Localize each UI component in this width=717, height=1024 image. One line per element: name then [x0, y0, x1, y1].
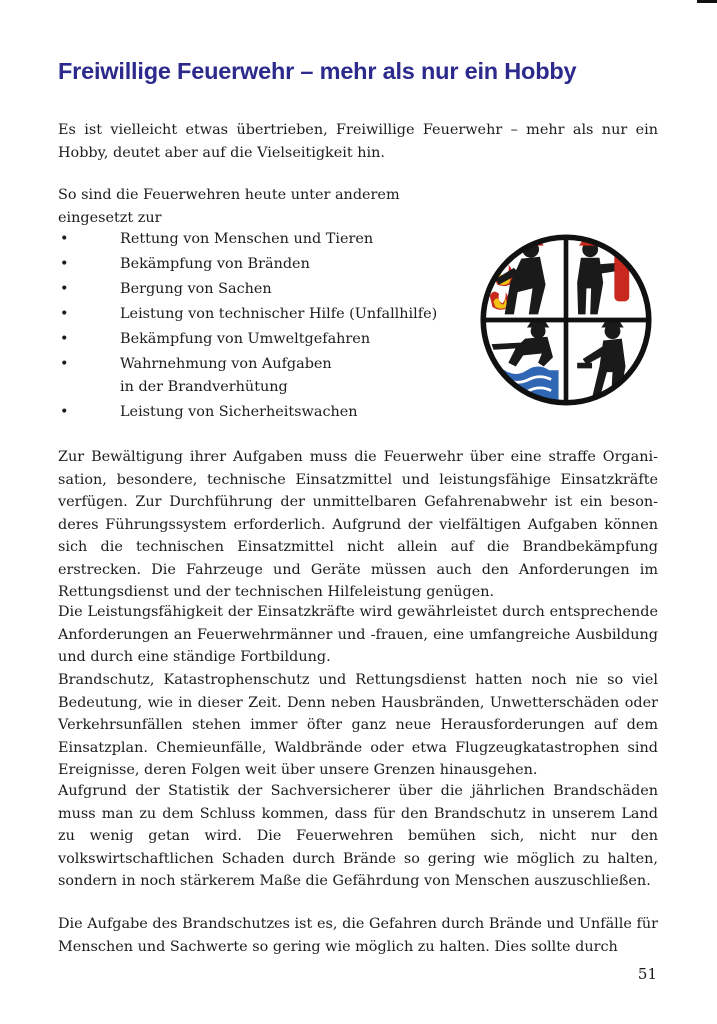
bullet-icon: • [60, 306, 69, 322]
list-item-text: Leistung von technischer Hilfe (Unfallhilfe) [120, 306, 438, 322]
body-paragraph: Die Leistungsfähigkeit der Einsatzkräfte wird gewährleistet durch entsprechende Anforderungen an Feuerwehrmänner und -frauen, eine umfangreiche Ausbildung und durch eine ständige Fortbildung. [58, 604, 658, 665]
intro-paragraph: Es ist vielleicht etwas übertrieben, Freiwillige Feuerwehr – mehr als nur ein Hobby, deutet aber auf die Vielseitigkeit hin. [58, 122, 658, 161]
fire-brigade-tasks-emblem [473, 227, 659, 413]
list-item [58, 278, 437, 301]
bullet-icon: • [60, 256, 69, 272]
list-item-text: Leistung von Sicherheitswachen [120, 403, 358, 420]
body-paragraph: Zur Bewältigung ihrer Aufgaben muss die Feuerwehr über eine straffe Organisation, besondere, technische Einsatzmittel und leistungsfähige Einsatzkräfte verfügen. Zur Durchführung der unmittelbaren Gefahrenabwehr ist ein besonderes Führungssystem erforderlich. Aufgrund der vielfältigen Aufgaben können sich die technischen Einsatzmittel nicht allein auf die Brandbekämpfung erstrecken. Die Fahrzeuge und Geräte müssen auch den Anforderungen im Rettungsdienst und der technischen Hilfeleistung genügen. [58, 449, 658, 600]
bullet-icon: • [60, 331, 69, 347]
list-item [58, 253, 437, 276]
list-item-text-continued: in der Brandverhütung [120, 378, 288, 395]
page-number: 51 [637, 965, 657, 983]
list-item [58, 353, 437, 398]
firefighting-icon [577, 240, 629, 314]
body-paragraph: Brandschutz, Katastrophenschutz und Rettungsdienst hatten noch nie so viel Bedeutung, wie in dieser Zeit. Denn neben Hausbränden, Unwetterschäden oder Verkehrsunfällen stehen immer öfter ganz neue Herausforderungen auf dem Einsatzplan. Chemieunfälle, Waldbrände oder etwa Flugzeugkatastrophen sind Ereignisse, deren Folgen weit über unsere Grenzen hinausgehen. [58, 672, 658, 778]
list-item [58, 328, 437, 351]
list-item [58, 401, 437, 424]
bullet-icon: • [60, 231, 69, 247]
task-list [58, 228, 437, 426]
list-lead-paragraph: So sind die Feuerwehren heute unter anderem eingesetzt zur [58, 187, 400, 226]
body-paragraph: Aufgrund der Statistik der Sachversicherer über die jährlichen Brandschäden muss man zu dem Schluss kommen, dass für den Brandschutz in unserem Land zu wenig getan wird. Die Feuerwehren bemühen sich, nicht nur den volkswirtschaftlichen Schaden durch Brände so gering wie möglich zu halten, sondern in noch stärkerem Maße die Gefährdung von Menschen auszuschließen. [58, 783, 658, 889]
bullet-icon: • [60, 281, 69, 297]
bullet-icon: • [60, 403, 69, 420]
corner-mark [697, 0, 717, 3]
list-item-text: Wahrnehmung von Aufgaben [120, 356, 332, 372]
list-item [58, 228, 437, 251]
list-item-text: Bekämpfung von Bränden [120, 256, 310, 272]
list-item-text: Bekämpfung von Umweltgefahren [120, 331, 371, 347]
page-title: Freiwillige Feuerwehr – mehr als nur ein Hobby [58, 58, 577, 84]
body-paragraph: Die Aufgabe des Brandschutzes ist es, die Gefahren durch Brände und Unfälle für Menschen und Sachwerte so gering wie möglich zu halten. Dies sollte durch [58, 916, 658, 955]
list-item [58, 303, 437, 326]
bullet-icon: • [60, 356, 69, 372]
list-item-text: Rettung von Menschen und Tieren [120, 231, 374, 247]
list-item-text: Bergung von Sachen [120, 281, 272, 297]
